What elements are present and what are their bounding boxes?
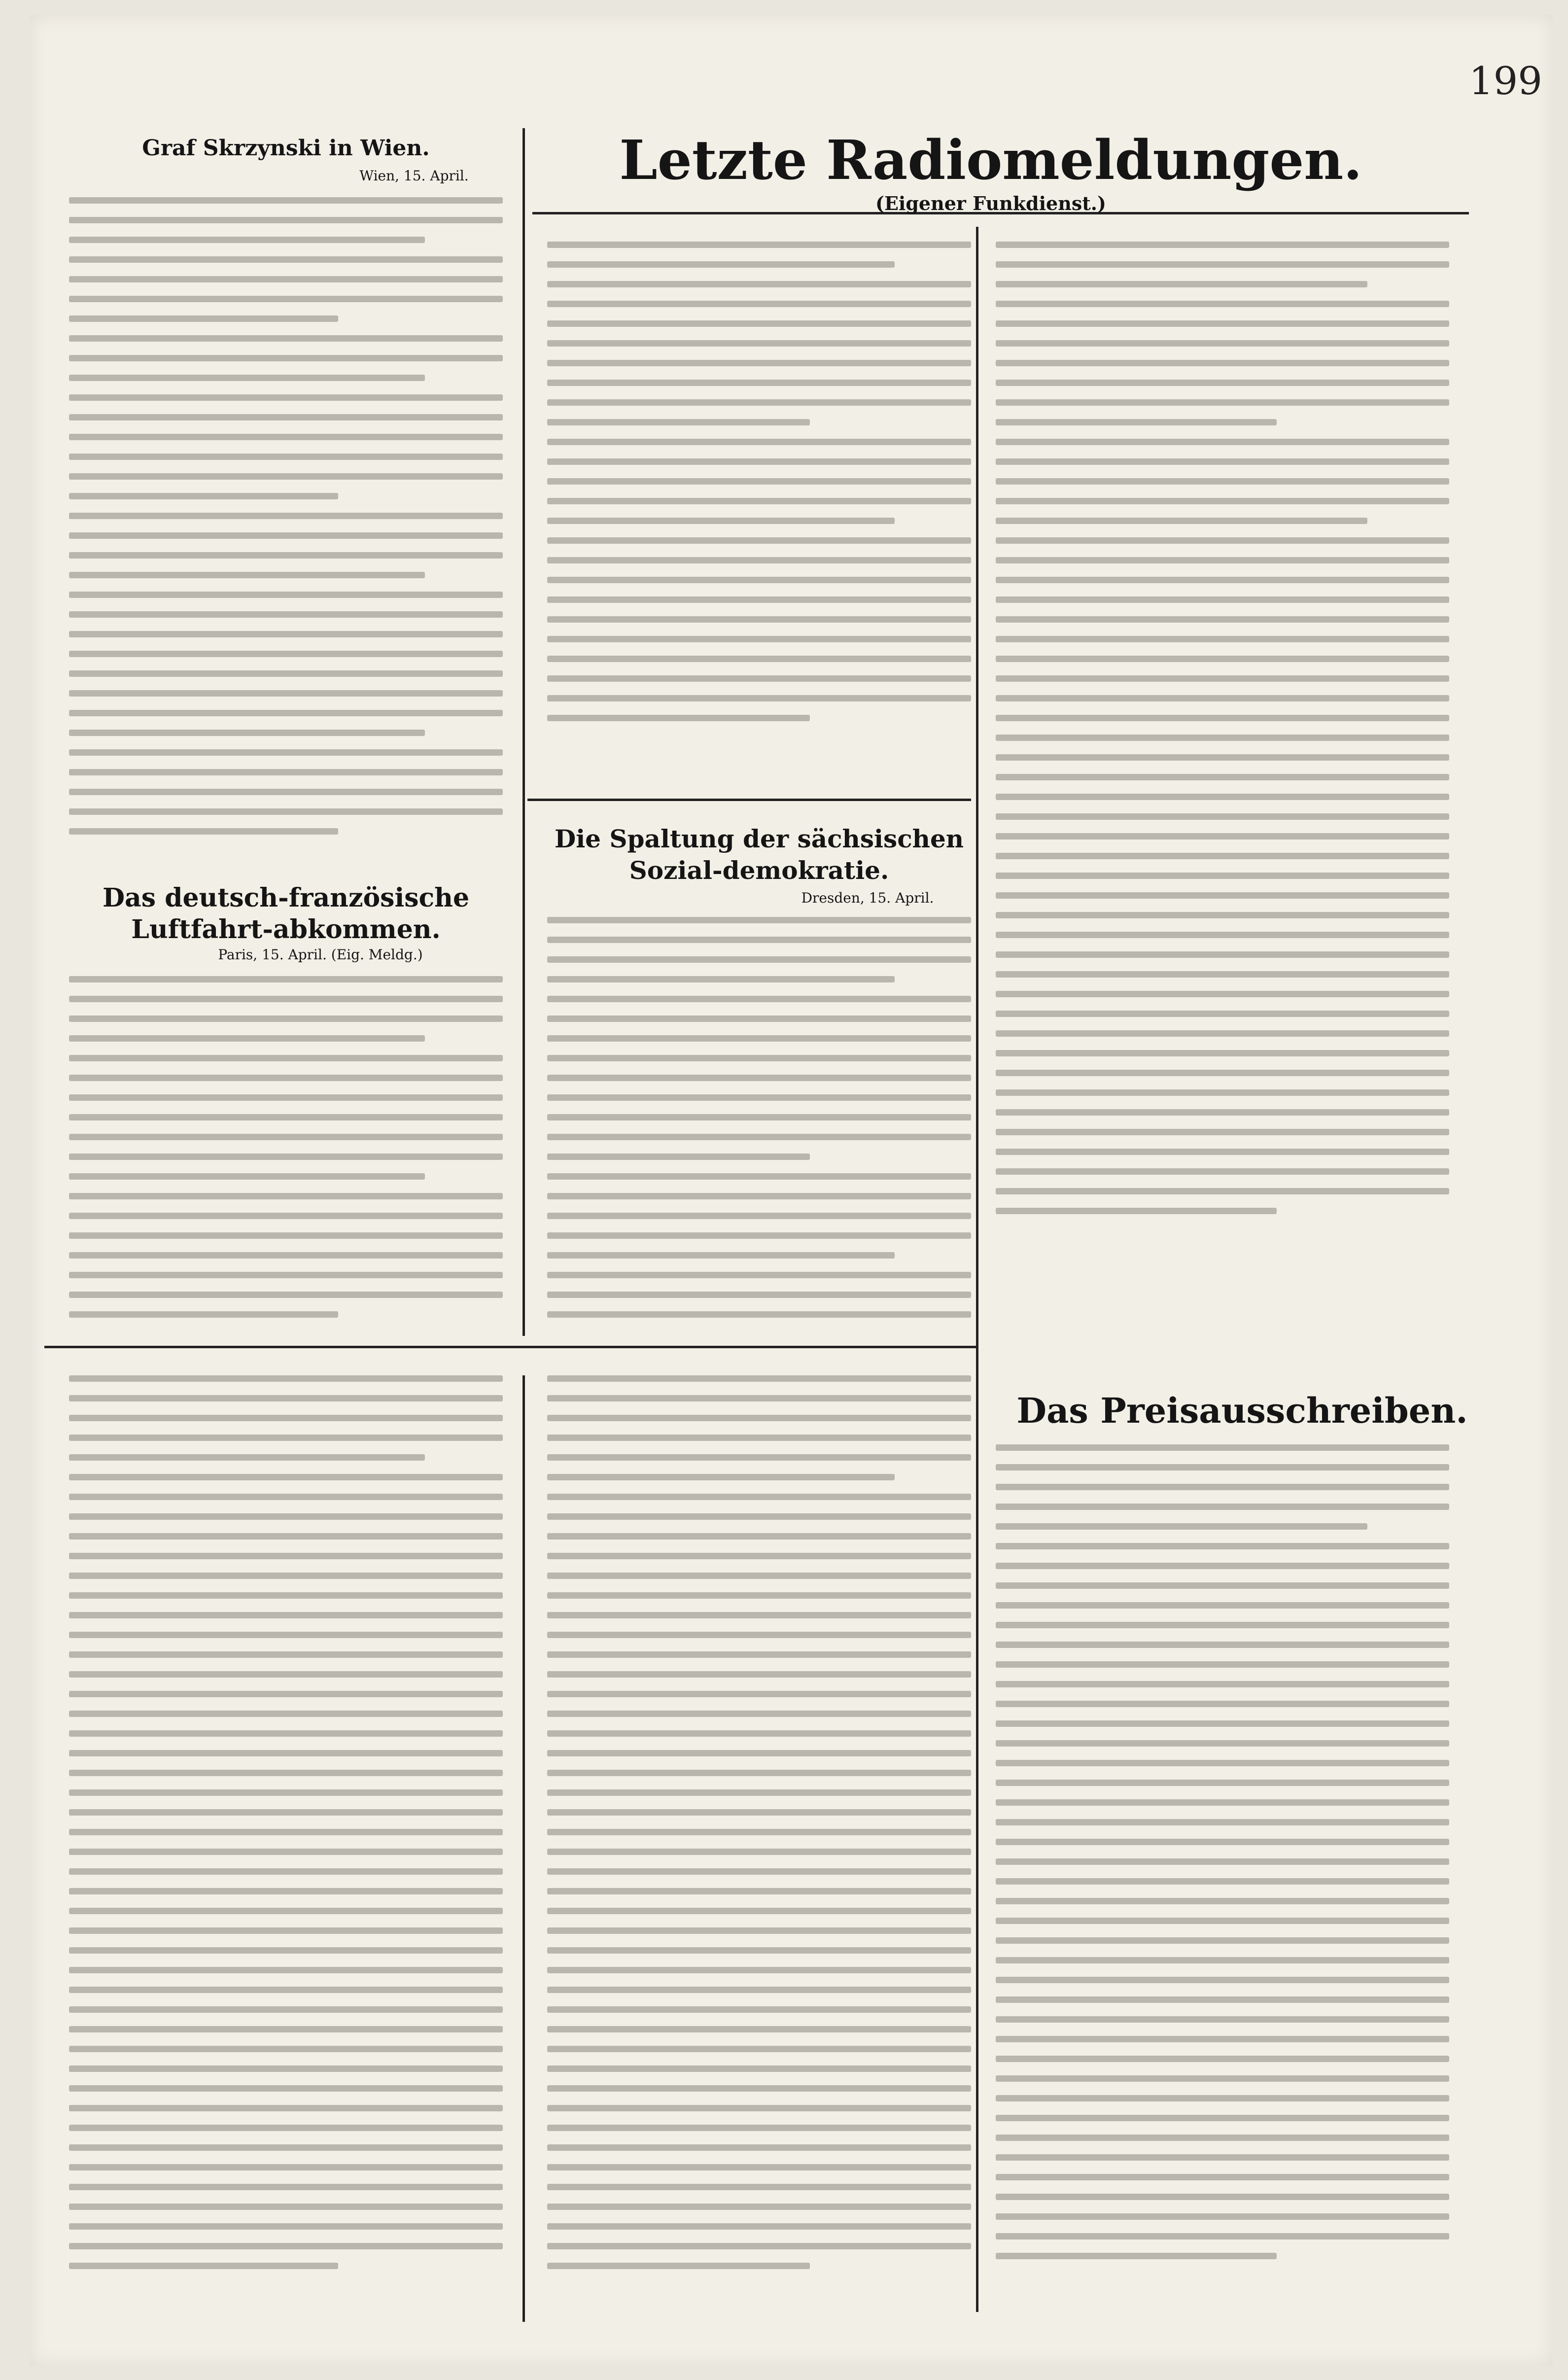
headline-preis: Das Preisausschreiben. bbox=[1016, 1390, 1468, 1431]
body-right-column bbox=[996, 242, 1449, 1227]
body-luftfahrt bbox=[69, 976, 503, 1331]
headline-luftfahrt: Das deutsch-französische Luftfahrt-abkommen. bbox=[102, 883, 470, 945]
body-radio bbox=[547, 242, 971, 735]
section-divider bbox=[527, 799, 971, 801]
column-divider bbox=[523, 128, 525, 1336]
column-divider bbox=[523, 1375, 525, 2322]
newspaper-page bbox=[30, 15, 1553, 2366]
headline-radio-sub: (Eigener Funkdienst.) bbox=[875, 192, 1107, 214]
byline-graf: Wien, 15. April. bbox=[359, 168, 469, 184]
headline-spaltung: Die Spaltung der sächsischen Sozial-demokratie. bbox=[554, 824, 964, 885]
column-divider bbox=[976, 227, 978, 2312]
body-graf bbox=[69, 197, 503, 848]
headline-radio: Letzte Radiomeldungen. bbox=[619, 128, 1362, 192]
headline-graf: Graf Skrzynski in Wien. bbox=[142, 136, 430, 161]
section-divider bbox=[44, 1346, 976, 1348]
body-feuilleton-left bbox=[69, 1375, 503, 2282]
byline-spaltung: Dresden, 15. April. bbox=[801, 890, 934, 906]
page-number: 199 bbox=[1469, 59, 1542, 104]
body-feuilleton-middle bbox=[547, 1375, 971, 2282]
byline-luftfahrt: Paris, 15. April. (Eig. Meldg.) bbox=[218, 946, 423, 963]
body-spaltung bbox=[547, 917, 971, 1331]
body-preis bbox=[996, 1444, 1449, 2273]
